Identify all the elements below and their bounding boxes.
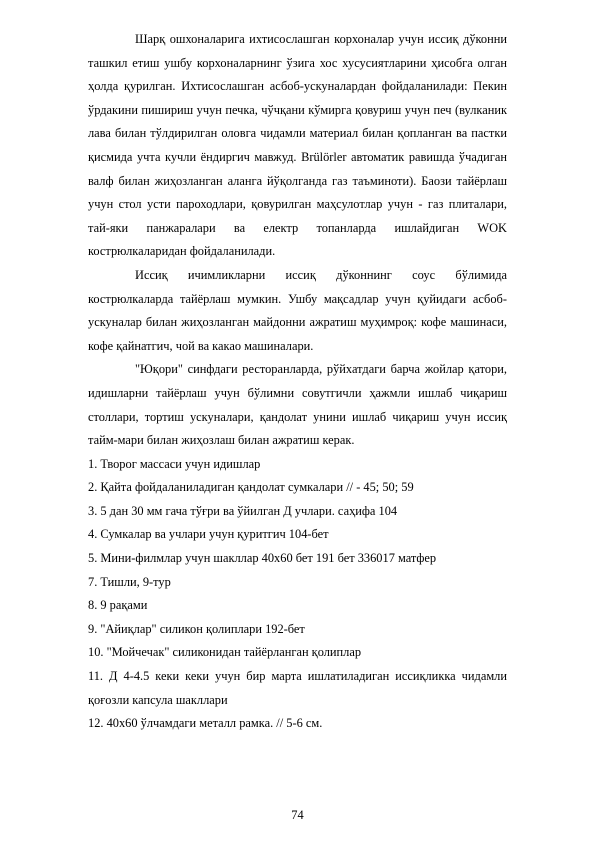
numbered-list (88, 453, 507, 736)
list-item: 3. 5 дан 30 мм гача тўғри ва ўйилган Д учлари. саҳифа 104 (88, 503, 398, 518)
paragraph-2: Иссиқ ичимликларни иссиқ дўконнинг соус бўлимида кострюлкаларда тайёрлаш мумкин. Ушбу мақсадлар учун қуйидаги асбоб-ускуналар билан жиҳозланган майдонни ажратиш муҳимроқ: кофе машинаси, кофе қайнатгич, чой ва какао машиналари. (88, 267, 507, 353)
paragraph-1: Шарқ ошхоналарига ихтисослашган корхоналар учун иссиқ дўконни ташкил етиш ушбу корхоналарнинг ўзига хос хусусиятларини ҳисобга олган ҳолда қурилган. Ихтисослашган асбоб-ускуналардан фойдаланилади: Пекин ўрдакини пишириш учун печка, чўчқани кўмирга қовуриш учун печ (вулканик лава билан тўлдирилган оловга чидамли материал билан қопланган ва пастки қисмида учта кучли ёндиргич мавжуд. Brülörler автоматик равишда ўчадиган валф билан жиҳозланган аланга йўқолганда газ таъминоти). Баози тайёрлаш учун стол усти пароходлари, қовурилган маҳсулотлар учун - газ плиталари, тай-яки панжаралари ва електр топанларда ишлайдиган WOK кострюлкаларидан фойдаланилади. (88, 32, 507, 259)
list-item: 12. 40х60 ўлчамдаги металл рамка. // 5-6 см. (88, 716, 323, 731)
list-item: 5. Мини-филмлар учун шакллар 40х60 бет 191 бет 336017 матфер (88, 551, 437, 566)
list-item: 4. Сумкалар ва учлари учун қуритгич 104-бет (88, 527, 329, 542)
document-body (88, 28, 507, 736)
list-item: 2. Қайта фойдаланиладиган қандолат сумкалари // - 45; 50; 59 (88, 480, 414, 495)
list-item: 11. Д 4-4.5 кеки кеки учун бир марта ишлатиладиган иссиқликка чидамли қоғозли капсула шакллари (88, 669, 507, 707)
list-item: 10. "Мойчечак" силиконидан тайёрланган қолиплар (88, 645, 362, 660)
page-number: 74 (291, 808, 304, 822)
list-item: 9. "Айиқлар" силикон қолиплари 192-бет (88, 621, 305, 636)
list-item: 7. Тишли, 9-тур (88, 574, 171, 589)
list-item: 8. 9 рақами (88, 598, 148, 613)
paragraph-3: "Юқори" синфдаги ресторанларда, рўйхатдаги барча жойлар қатори, идишларни тайёрлаш учун бўлимни совутгичли ҳажмли ишлаб чиқариш столлари, тортиш ускуналари, қандолат унини ишлаб чиқариш учун иссиқ тайм-мари билан жиҳозлаш билан ажратиш керак. (88, 362, 507, 448)
list-item: 1. Творог массаси учун идишлар (88, 456, 261, 471)
